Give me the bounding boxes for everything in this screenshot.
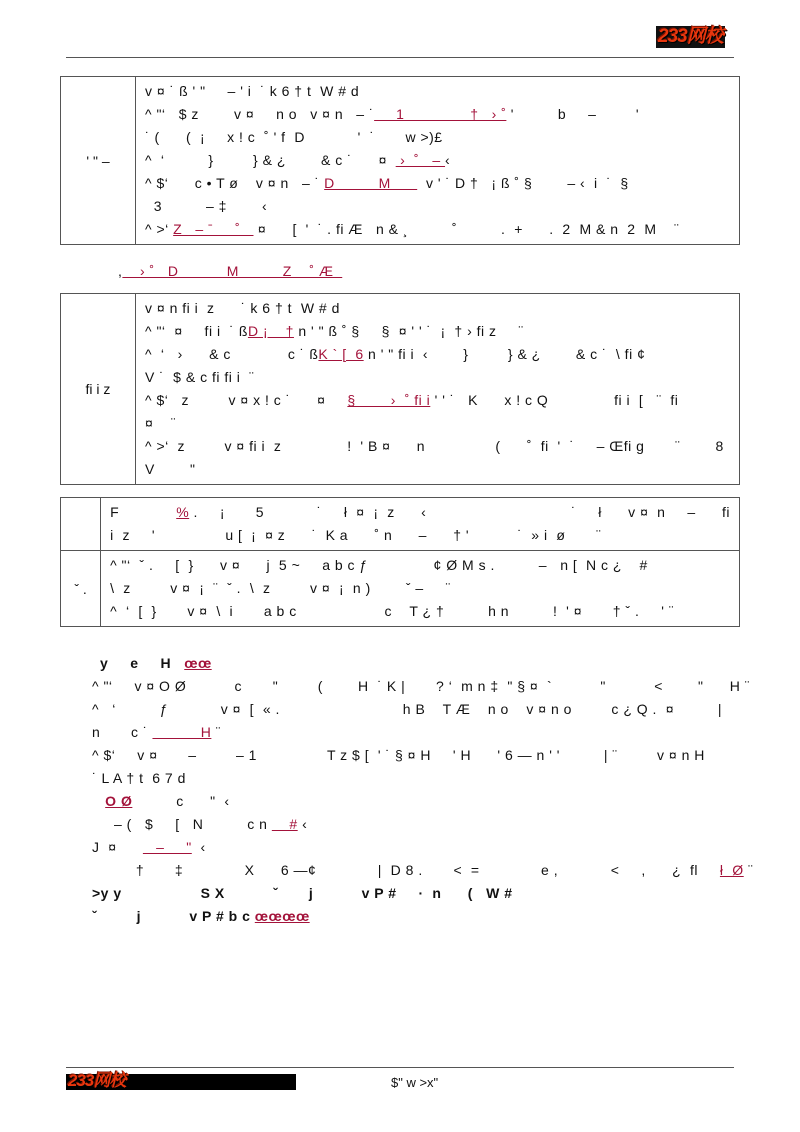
body-line: ^ $‘ v ¤ – – 1 T z $ [ ' ˙ § ¤ H ' H ' 6 — n ' ' | ¨ v ¤ n H xyxy=(92,747,705,763)
body-link[interactable]: O Ø xyxy=(105,793,133,809)
content-table-2 xyxy=(60,293,740,485)
body-line: ˙ L A † t 6 7 d xyxy=(92,770,186,786)
table3-link[interactable]: % xyxy=(176,504,190,520)
body-link[interactable]: – " xyxy=(142,839,192,855)
section-heading: y e H œœ xyxy=(100,655,212,671)
body-link[interactable]: H xyxy=(152,724,212,740)
table3-line: ^ "‘ ˇ . [ } v ¤ j 5 ~ a b c ƒ ¢ Ø M s . – n [ N c ¿ # xyxy=(110,557,648,573)
table1-link[interactable]: › ˚ – xyxy=(395,152,446,168)
between-tables-line: , › ˚ D M Z ˚ Æ xyxy=(118,263,343,279)
table3-row2-label: ˇ . xyxy=(61,551,101,627)
table2-line: ^ >‘ z v ¤ fi i z ! ' B ¤ n ( ˚ fi ' ˙ – Œfi g ¨ 8 xyxy=(145,438,724,454)
table2-line: ^ ‘ › & c c ˙ ßK ` [ 6 n ' " fi i ‹ } } & ¿ & c ˙ \ fi ¢ xyxy=(145,346,646,362)
table2-line: ^ $‘ z v ¤ x ! c ˙ ¤ § › ˚ fi i ' ' ˙ K x ! c Q fi i [ ¨ fi xyxy=(145,392,679,408)
footer-divider xyxy=(66,1067,734,1068)
body-line: ^ ‘ ƒ v ¤ [ « . h B T Æ n o v ¤ n o c ¿ Q . ¤ | xyxy=(92,701,723,717)
table3-line: \ z v ¤ ¡ ¨ ˇ . \ z v ¤ ¡ n ) ˇ – ¨ xyxy=(110,580,451,596)
table2-line: ¤ ¨ xyxy=(145,415,177,431)
table1-line: v ¤ ˙ ß ' " – ' i ˙ k 6 † t W # d xyxy=(145,83,360,99)
table3-line: F % . ¡ 5 ˙ ł ¤ ¡ z ‹ ˙ ł v ¤ n – fi xyxy=(110,504,730,520)
body-line: >y y S X ˇ j v P # · n ( W # xyxy=(92,885,513,901)
table2-line: V ˙ $ & c fi fi i ¨ xyxy=(145,369,255,385)
table3-line: ^ ‘ [ } v ¤ \ i a b c c T ¿ † h n ! ' ¤ † ˇ . ' ¨ xyxy=(110,603,675,619)
footer-logo: 233网校 xyxy=(68,1071,126,1090)
table2-label: fi i z xyxy=(61,294,136,485)
table3-row1-content xyxy=(101,498,740,551)
table1-line: ^ "‘ $ z v ¤ n o v ¤ n – ˙ 1 † › ˚ ' b – ' xyxy=(145,106,640,122)
table1-line: 3 – ‡ ‹ xyxy=(145,198,268,214)
header-divider xyxy=(66,57,734,58)
table1-link[interactable]: 1 † › ˚ xyxy=(374,106,507,122)
table1-line: ^ $‘ c • T ø v ¤ n – ˙ D M v ' ˙ D † ¡ ß ˚ § – ‹ i ˙ § xyxy=(145,175,629,191)
table1-label: ' " – xyxy=(61,77,136,245)
body-line: J ¤ – " ‹ xyxy=(92,839,206,855)
table1-link[interactable]: D M xyxy=(324,175,418,191)
body-line: O Ø c " ‹ xyxy=(105,793,230,809)
body-link[interactable]: # xyxy=(271,816,298,832)
table2-line: V " xyxy=(145,461,196,477)
content-table-3 xyxy=(60,497,740,627)
table3-row1-label xyxy=(61,498,101,551)
table2-line: v ¤ n fi i z ˙ k 6 † t W # d xyxy=(145,300,340,316)
body-link[interactable]: ł Ø xyxy=(719,862,744,878)
content-table-1 xyxy=(60,76,740,245)
brand-logo: 233网校 xyxy=(658,26,723,47)
table3-row2-content xyxy=(101,551,740,627)
body-line: ^ "‘ v ¤ O Ø c " ( H ˙ K | ? ‘ m n ‡ " § ¤ ` " < " H ¨ xyxy=(92,678,750,694)
table1-content xyxy=(136,77,740,245)
page-number: $" w >x" xyxy=(391,1075,439,1090)
between-link[interactable]: › ˚ D M Z ˚ Æ xyxy=(122,263,343,279)
table2-link[interactable]: D ¡ † xyxy=(247,323,294,339)
body-line: ˇ j v P # b c œœœœ xyxy=(92,908,310,924)
body-line: † ‡ X 6 —¢ | D 8 . < = e , < , ¿ fl ł Ø ¨ xyxy=(92,862,754,878)
body-link[interactable]: œœ xyxy=(184,655,212,671)
body-line: n c ˙ H ¨ xyxy=(92,724,221,740)
table2-line: ^ "‘ ¤ fi i ˙ ßD ¡ † n ' " ß ˚ § § ¤ ' ' ˙ ¡ † › fi z ¨ xyxy=(145,323,524,339)
table1-line: ˙ ( ( ¡ x ! c ˚ ' f D ' ˙ w >)£ xyxy=(145,129,443,145)
table2-link[interactable]: § › ˚ fi i xyxy=(347,392,431,408)
body-link[interactable]: œœœœ xyxy=(254,908,310,924)
table1-link[interactable]: Z – ˉ ˚ xyxy=(173,221,254,237)
table3-line: i z ' u [ ¡ ¤ z ˙ K a ˚ n – † ' ˙ » i ø ¨ xyxy=(110,527,602,543)
table1-line: ^ >‘ Z – ˉ ˚ ¤ [ ' ˙ . fi Æ n & ¸ ˚ . + . 2 M & n 2 M ¨ xyxy=(145,221,680,237)
body-line: – ( $ [ N c n # ‹ xyxy=(92,816,308,832)
table2-link[interactable]: K ` [ 6 xyxy=(318,346,364,362)
table2-content xyxy=(136,294,740,485)
table1-line: ^ ‘ } } & ¿ & c ˙ ¤ › ˚ – ‹ xyxy=(145,152,451,168)
